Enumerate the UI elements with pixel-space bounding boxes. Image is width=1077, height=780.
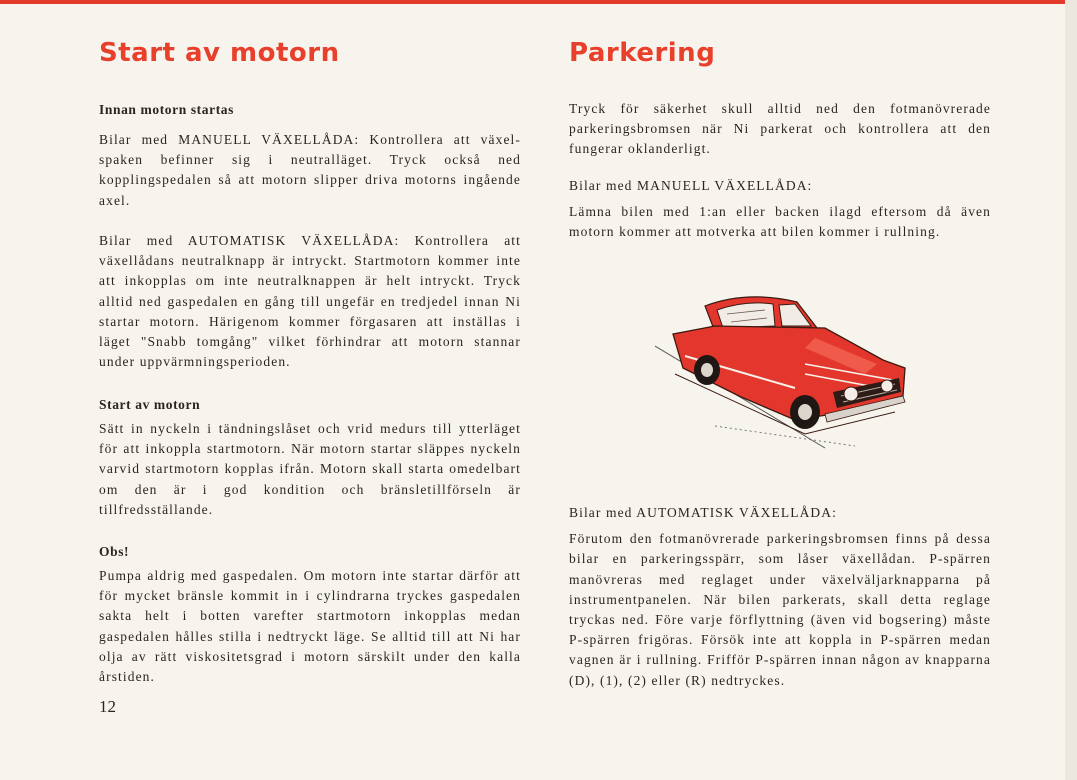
right-page-title: Parkering xyxy=(569,38,716,68)
red-car-illustration xyxy=(655,288,915,456)
top-red-rule xyxy=(0,0,1077,4)
parking-manual xyxy=(569,176,991,243)
left-page-title: Start av motorn xyxy=(99,38,340,68)
intro-text: Tryck för säkerhet skull alltid ned den fotmanövrerade parkeringsbromsen när Ni parkerat och kontrollera att den fungerar oklanderligt. xyxy=(569,101,991,157)
parking-automatic xyxy=(569,503,991,691)
auto-text: Förutom den fotmanövrerade parkeringsbromsen finns på dessa bilar en parkeringsspärr, som låser växellådan. P-spärren manövreras med reglaget under växelväljarknapparna på instrumentpanelen. När bilen parkerats, skall detta reglage tryckas ned. Före varje förflyttning (även vid bogsering) måste P-spärren frigöras. Försök inte att koppla in P-spärren medan vagnen är i rullning. Frifför P-spärren innan någon av knapparna (D), (1), (2) eller (R) nedtryckes. xyxy=(569,531,991,688)
section-heading: Start av motorn xyxy=(99,397,201,412)
section-text: Bilar med MANUELL VÄXELLÅDA: Kontrollera att växel-spaken befinner sig i neutralläget. Tryck också ned kopplingspedalen så att motorn slipper driva motorns ingående axel. xyxy=(99,132,521,208)
section-starting xyxy=(99,397,521,520)
section-heading: Obs! xyxy=(99,544,130,559)
page-number: 12 xyxy=(99,697,116,716)
section-before-start xyxy=(99,102,521,211)
section-note xyxy=(99,544,521,687)
parking-intro xyxy=(569,99,991,160)
auto-heading: Bilar med AUTOMATISK VÄXELLÅDA: xyxy=(569,505,837,520)
section-heading: Innan motorn startas xyxy=(99,102,235,117)
section-text: Bilar med AUTOMATISK VÄXELLÅDA: Kontrollera att växellådans neutralknapp är intryckt. Startmotorn kommer inte att inkopplas om inte neutralknappen är helt intryckt. Tryck alltid ned gaspedalen en gång till ungefär en tredjedel innan Ni startar motorn. Härigenom kommer förgasaren att inställas i läget "Snabb tomgång" vilket förhindrar att motorn stannar under uppvärmningsperioden. xyxy=(99,233,521,370)
section-automatic xyxy=(99,231,521,372)
section-text: Sätt in nyckeln i tändningslåset och vrid medurs till ytterläget för att inkoppla startmotorn. När motorn startar släppes nyckeln varvid startmotorn kopplas ifrån. Motorn skall starta omedelbart om den är i god kondition och bränsletillförseln är tillfredsställande. xyxy=(99,421,521,517)
page-edge xyxy=(1065,0,1077,780)
manual-heading: Bilar med MANUELL VÄXELLÅDA: xyxy=(569,178,813,193)
section-text: Pumpa aldrig med gaspedalen. Om motorn inte startar därför att för mycket bränsle kommit in i cylindrarna tryckes gaspedalen sakta helt i botten varefter startmotorn inkopplas medan gaspedalen hålles stilla i nedtryckt läge. Se alltid till att Ni har olja av rätt viskositetsgrad i motorn särskilt under den kalla årstiden. xyxy=(99,568,521,685)
manual-text: Lämna bilen med 1:an eller backen ilagd eftersom då även motorn kommer att motverka att bilen kommer i rullning. xyxy=(569,204,991,240)
